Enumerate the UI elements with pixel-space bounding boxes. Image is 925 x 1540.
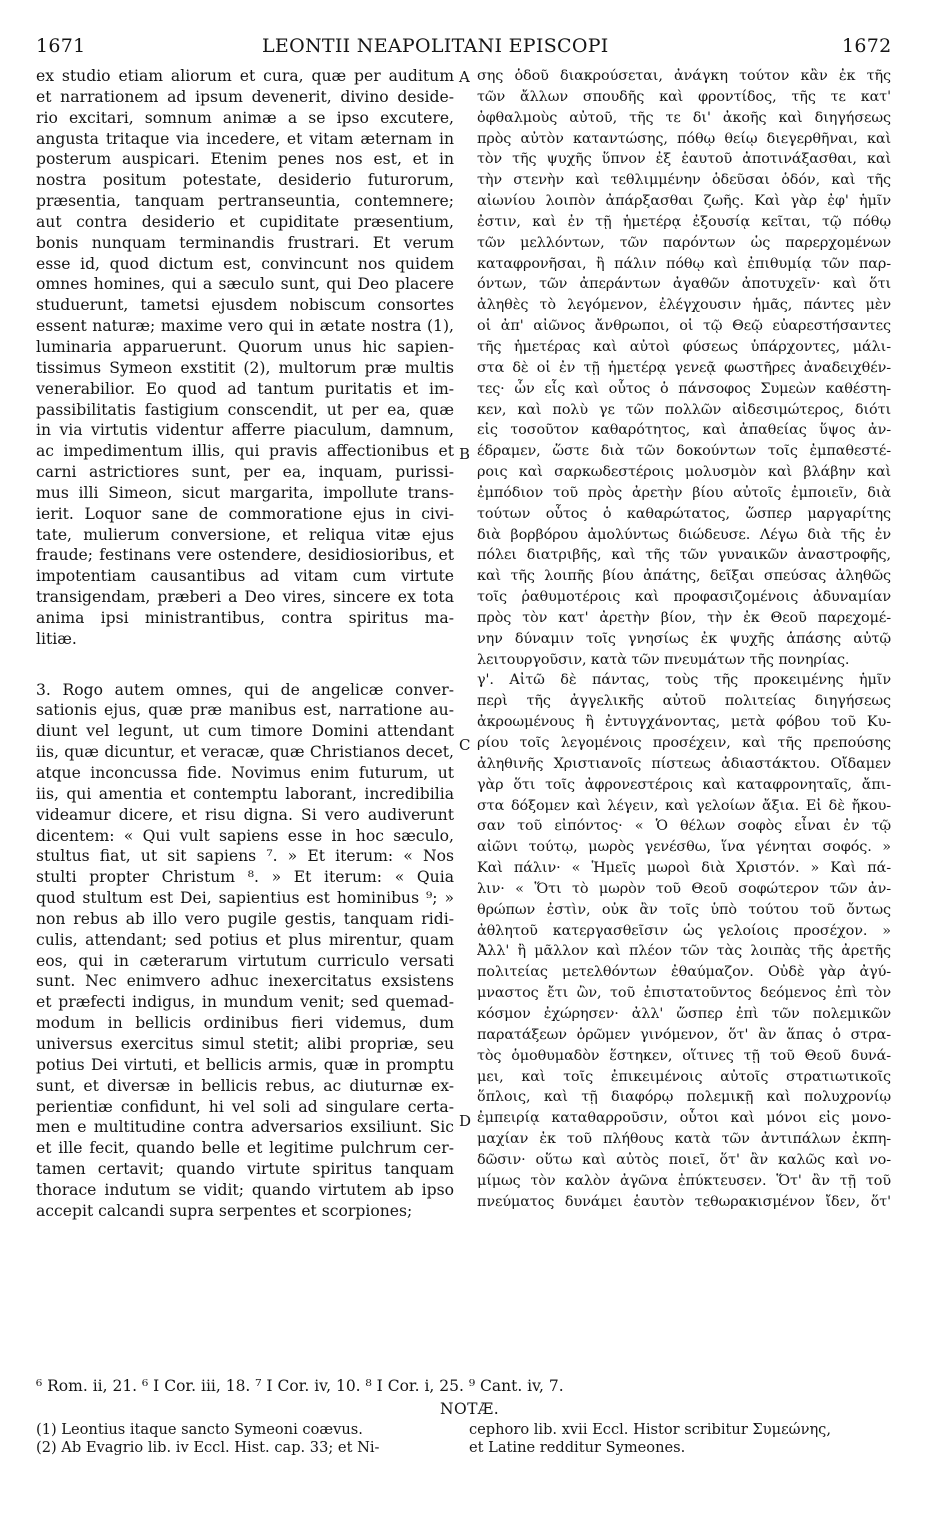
note-right-1: cephoro lib. xvii Eccl. Histor scribitur Συμεώνης, (469, 1421, 831, 1438)
greek-line: ὅπλοις, καὶ τῇ διαφόρῳ πολεμικῇ καὶ πολυχρονίῳ (477, 1089, 891, 1106)
greek-line: πρὸς τὸν κατ' ἀρετὴν βίον, τὴν ἐκ Θεοῦ παρεχομέ- (477, 609, 891, 626)
latin-line: anima ipsi ministrantibus, contra spiritus ma- (36, 608, 454, 627)
greek-line: έδραμεν, ὥστε διὰ τῶν δοκούντων τοῖς ἐμπαθεστέ- (477, 443, 891, 460)
greek-line: τῶν μελλόντων, τῶν παρόντων ὡς παρερχομένων (477, 234, 891, 251)
latin-line: tissimus Symeon exstitit (2), multorum præ multis (36, 358, 454, 377)
greek-line: στα δὲ οἱ ἐν τῇ ἡμετέρᾳ γενεᾷ φωστῆρες ἀναδειχθέν- (477, 359, 891, 376)
latin-line: esse id, quod dictum est, convincunt nos quidem (36, 254, 454, 273)
note-left-1: (1) Leontius itaque sancto Symeoni coævus. (36, 1421, 363, 1438)
greek-line: πόλει διατριβῆς, καὶ τῆς τῶν γυναικῶν ἀναστροφῆς, (477, 547, 891, 564)
latin-line: eos, qui in cæterarum virtutum curriculo versati (36, 951, 454, 970)
greek-line: μαχίαν ἐκ τοῦ πλήθους κατὰ τῶν ἀντιπάλων ἐκπη- (477, 1131, 891, 1148)
margin-letter-c: C (459, 736, 471, 754)
latin-line: men e multitudine contra adversarios exsiliunt. Sic (36, 1118, 454, 1137)
latin-line: dicentem: « Qui vult sapiens esse in hoc sæculo, (36, 826, 454, 845)
margin-letter-d: D (459, 1112, 472, 1130)
greek-line: ἀκροωμένους ἢ ἐντυγχάνοντας, μετὰ φόβου τοῦ Κυ- (477, 714, 891, 731)
greek-line: δῶσιν· οὕτω καὶ αὐτὸς ποιεῖ, ὅτ' ἂν καλῶς καὶ νο- (477, 1151, 891, 1168)
greek-line: τὸν τῆς ψυχῆς ὕπνον ἐξ ἑαυτοῦ ἀποτινάξασθαι, καὶ (477, 151, 891, 168)
latin-line: tamen certavit; quando virtute spiritus tanquam (36, 1160, 454, 1179)
greek-line: ἀθλητοῦ κατεργασθεῖσιν ὡς γελοίοις προσέχον. » (477, 922, 891, 939)
latin-line: potius Dei virtuti, et bellicis armis, quæ in promptu (36, 1055, 454, 1074)
latin-line: rio excitari, somnum animæ a se ipso excutere, (36, 108, 454, 127)
greek-line: πρὸς αὐτὸν καταντώσης, πόθῳ θείῳ διεγερθῆναι, καὶ (477, 130, 891, 147)
note-left-2: (2) Ab Evagrio lib. iv Eccl. Hist. cap. 33; et Ni- (36, 1439, 380, 1456)
latin-line: passibilitatis fastigium conscendit, ut per ea, quæ (36, 400, 454, 419)
latin-line: iis, quæ dicuntur, et veracæ, quæ Christianos decet, (36, 743, 454, 762)
greek-line: σαν τοῦ εἰπόντος· « Ὁ θέλων σοφὸς εἶναι ἐν τῷ (477, 818, 891, 835)
greek-line: αἰῶνι τούτῳ, μωρὸς γενέσθω, ἵνα γένηται σοφός. » (477, 839, 891, 856)
latin-line: atque inconcussa fide. Novimus enim futurum, ut (36, 764, 454, 782)
latin-line: non rebus ab illo vero pugile gestis, tanquam ridi- (36, 909, 454, 928)
latin-line: 3. Rogo autem omnes, qui de angelicæ conver- (36, 680, 454, 699)
greek-line: ἀληθινῆς Χριστιανοῖς πίστεως ἀδιαστάκτου. Οἴδαμεν (477, 755, 891, 772)
greek-line: κόσμον ἐχώρησεν· ἀλλ' ὥσπερ ἐπὶ τῶν πολεμικῶν (477, 1005, 891, 1022)
greek-line: στα δόξομεν καὶ λέγειν, καὶ γελοίων ἄξια. Εἰ δὲ ἤκου- (477, 797, 891, 814)
greek-line: λιν· « Ὅτι τὸ μωρὸν τοῦ Θεοῦ σοφώτερον τῶν ἀν- (477, 880, 891, 897)
greek-line: διὰ βορβόρου ἀμολύντως διώδευσε. Λέγω διὰ τῆς ἐν (477, 526, 891, 543)
latin-line: venerabilior. Eo quod ad tantum puritatis et im- (36, 379, 454, 398)
greek-line: Ἀλλ' ἢ μᾶλλον καὶ πλέον τῶν τὰς λοιπὰς τῆς ἀρετῆς (477, 943, 891, 960)
page-number-left: 1671 (36, 35, 86, 57)
greek-column (477, 66, 891, 1212)
greek-line: καταφρονῆσαι, ἢ πάλιν πόθῳ καὶ ἐπιθυμίᾳ τῶν παρ- (477, 255, 891, 272)
latin-line: stulti propter Christum ⁸. » Et iterum: « Quia (36, 868, 454, 887)
greek-line: μει, καὶ τοῖς ἐπικειμένοις αὐτοῖς στρατιωτικοῖς (477, 1068, 891, 1085)
greek-line: τὸς ὁμοθυμαδὸν ἕστηκεν, οἵτινες τῇ τοῦ Θεοῦ δυνά- (477, 1047, 891, 1064)
latin-line: in via virtutis videntur afferre piaculum, damnum, (36, 421, 454, 440)
notae-heading: NOTÆ. (440, 1400, 500, 1418)
greek-line: γ'. Αἰτῶ δὲ πάντας, τοὺς τῆς προκειμένης ἡμῖν (477, 672, 891, 689)
greek-line: ροις καὶ σαρκωδεστέροις μολυσμὸν καὶ βλάβην καὶ (477, 464, 891, 481)
greek-line: Καὶ πάλιν· « Ἡμεῖς μωροὶ διὰ Χριστόν. » Καὶ πά- (477, 860, 891, 877)
greek-line: σης ὁδοῦ διακρούσεται, ἀνάγκη τούτον κἂν ἐκ τῆς (477, 68, 891, 84)
latin-line: diunt vel legunt, ut cum timore Domini attendant (36, 722, 454, 741)
latin-line: ac impedimentum illis, qui pravis affectionibus et (36, 442, 454, 461)
latin-line: iis, qui amentia et contemptu laborant, incredibilia (36, 784, 454, 803)
page-number-right: 1672 (842, 35, 892, 57)
greek-line: νην δύναμιν τοῖς γνησίως ἐκ ψυχῆς ἁπάσης αὐτῷ (477, 630, 891, 647)
latin-line: nostra positum potestate, desiderio futurorum, (36, 171, 454, 190)
latin-line: sationis ejus, quæ præ manibus est, narratione au- (36, 701, 454, 720)
greek-line: ἀληθὲς τὸ λεγόμενον, ἐλέγχουσιν ἡμᾶς, πάντες μὲν (477, 297, 891, 314)
greek-line: λειτουργοῦσιν, κατὰ τῶν πνευμάτων τῆς πονηρίας. (477, 651, 850, 668)
greek-line: περὶ τῆς ἀγγελικῆς αὐτοῦ πολιτείας διηγήσεως (477, 693, 891, 710)
latin-line: omnes homines, qui a sæculo sunt, qui Deo placere (36, 275, 454, 294)
latin-line: ex studio etiam aliorum et cura, quæ per auditum (36, 67, 454, 85)
latin-line: impotentiam causantibus ad vitam cum virtute (36, 567, 454, 586)
latin-line: litiæ. (36, 629, 77, 648)
latin-column (36, 66, 454, 1222)
latin-line: culis, attendant; sed potius et plus mirentur, quam (36, 930, 454, 949)
greek-line: τούτων οὗτος ὁ καθαρώτατος, ὥσπερ μαργαρίτης (477, 505, 891, 522)
greek-line: ἐμπόδιον τοῦ πρὸς ἀρετὴν βίου αὐτοῖς ἐμποιεῖν, διὰ (477, 484, 891, 501)
greek-line: μίμως τὸν καλὸν ἀγῶνα ἐπύκτευσεν. Ὅτ' ἂν τῇ τοῦ (477, 1172, 891, 1189)
latin-line: et narrationem ad ipsum devenerit, divino deside- (36, 87, 454, 106)
greek-line: κεν, καὶ πολὺ γε τῶν πολλῶν αἰδεσιμώτερος, διότι (477, 401, 891, 418)
greek-line: τὴν στενὴν καὶ τεθλιμμένην ὁδεῦσαι ὁδόν, καὶ τῆς (477, 172, 891, 189)
greek-line: ρίου τοῖς λεγομένοις προσέχειν, καὶ τῆς πρεπούσης (477, 735, 891, 751)
greek-line: πνεύματος δυνάμει ἑαυτὸν τεθωρακισμένον ἴδεν, ὅτ' (477, 1193, 891, 1210)
latin-line: carni astrictiores sunt, per ea, inquam, purissi- (36, 463, 454, 482)
greek-line: ἐστιν, καὶ ἐν τῇ ἡμετέρᾳ ἐξουσίᾳ κεῖται, τῷ πόθῳ (477, 213, 891, 230)
greek-line: εἰς τοσοῦτον καθαρότητος, καὶ ἀπαθείας ὕψος ἀν- (477, 422, 891, 439)
latin-line: studuerunt, tametsi ejusdem nobiscum consortes (36, 296, 454, 315)
latin-line: accepit calcandi supra serpentes et scorpiones; (36, 1201, 413, 1220)
latin-line: essent naturæ; maxime vero qui in ætate nostra (1), (36, 317, 454, 336)
latin-line: tate, mulierum conversione, et reliqua vitæ ejus (36, 525, 454, 544)
greek-line: γὰρ ὅτι τοῖς ἀφρονεστέροις καὶ καταφρονηταῖς, ἄπι- (477, 776, 891, 793)
greek-line: τες· ὧν εἷς καὶ οὗτος ὁ πάνσοφος Συμεὼν καθέστη- (477, 380, 891, 397)
latin-line: quod stultum est Dei, sapientius est hominibus ⁹; » (36, 889, 454, 908)
running-title: LEONTII NEAPOLITANI EPISCOPI (262, 35, 609, 57)
latin-line: luminaria apparuerunt. Quorum unus hic sapien- (36, 337, 454, 356)
greek-line: οἱ ἀπ' αἰῶνος ἄνθρωποι, οἱ τῷ Θεῷ εὐαρεστήσαντες (477, 318, 891, 335)
margin-letter-a: A (459, 68, 470, 86)
latin-line: ierit. Loquor sane de commoratione ejus in civi- (36, 504, 454, 523)
paragraph-gap (36, 650, 454, 680)
latin-line: et præfecti indigus, in mundum venit; sed quemad- (36, 993, 454, 1012)
latin-line: thorace indutum se vidit; quando virtutem ab ipso (36, 1180, 454, 1199)
greek-line: θρώπων ἐστὶν, οὐκ ἂν τοῖς ὑπὸ τούτου τοῦ ὄντως (477, 901, 891, 918)
latin-line: bonis nunquam terminandis frustrari. Et verum (36, 233, 454, 252)
latin-line: perientiæ confidunt, hi vel soli ad singulare certa- (36, 1097, 454, 1116)
latin-line: universus exercitus simul stetit; alibi propriæ, seu (36, 1034, 454, 1053)
latin-line: mus illi Simeon, sicut margarita, impollute trans- (36, 483, 454, 502)
note-right-2: et Latine redditur Symeones. (469, 1439, 686, 1456)
latin-line: posterum auspicari. Etenim penes nos est, et in (36, 150, 454, 169)
latin-line: præsentia, tanquam pertranseuntia, contemnere; (36, 192, 454, 211)
latin-line: transigendam, præberi a Deo vires, sincere ex tota (36, 588, 454, 607)
margin-letter-b: B (459, 445, 471, 463)
latin-line: aut contra desiderio et cupiditate præsentium, (36, 212, 454, 231)
latin-line: stultus fiat, ut sit sapiens ⁷. » Et iterum: « Nos (36, 847, 454, 866)
latin-line: fraude; festinans vere ostendere, desidiosioribus, et (36, 546, 454, 565)
footnotes: ⁶ Rom. ii, 21. ⁶ I Cor. iii, 18. ⁷ I Cor. iv, 10. ⁸ I Cor. i, 25. ⁹ Cant. iv, 7. (36, 1377, 564, 1395)
greek-line: όντων, τῶν ἀπεράντων ἀγαθῶν ἀποτυχεῖν· καὶ ὅτι (477, 276, 891, 293)
latin-line: sunt, et diversæ in bellicis rebus, ac diuturnæ ex- (36, 1076, 454, 1095)
greek-line: τῆς ἡμετέρας καὶ αὐτοὶ φύσεως ὑπάρχοντες, μάλι- (477, 338, 891, 355)
greek-line: τῶν ἄλλων σπουδῆς καὶ φροντίδος, τῆς τε κατ' (477, 88, 891, 105)
greek-line: αἰωνίου λοιπὸν ἀπάρξασθαι ζωῆς. Καὶ γὰρ ἐφ' ἡμῖν (477, 193, 891, 210)
greek-line: μναστος ἔτι ὢν, τοῦ ἐπιστατοῦντος δεόμενος ἐπὶ τὸν (477, 985, 891, 1002)
greek-line: ἐμπειρίᾳ καταθαρροῦσιν, οὗτοι καὶ μόνοι εἰς μονο- (477, 1110, 891, 1127)
latin-line: angusta tritaque via incedere, et vitam æternam in (36, 129, 454, 148)
greek-line: τοῖς ῥαθυμοτέροις καὶ προφασιζομένοις ἀδυναμίαν (477, 589, 891, 606)
greek-line: πολιτείας μετελθόντων ἐθαύμαζον. Οὐδὲ γὰρ ἀγύ- (477, 964, 891, 981)
greek-line: καὶ τῆς λοιπῆς βίου ἀπάτης, δεῖξαι σπεύσας ἀληθῶς (477, 568, 891, 585)
greek-line: παρατάξεων ὁρῶμεν γινόμενον, ὅτ' ἂν ἅπας ὁ στρα- (477, 1026, 891, 1043)
greek-line: ὀφθαλμοὺς αὐτοῦ, τῆς τε δι' ἀκοῆς καὶ διηγήσεως (477, 109, 891, 126)
latin-line: videamur dicere, et risu digna. Si vero audiverunt (36, 805, 454, 824)
latin-line: modum in bellicis ordinibus fieri videmus, dum (36, 1014, 454, 1033)
latin-line: et ille fecit, quando belle et legitime pulchrum cer- (36, 1139, 454, 1158)
latin-line: sunt. Nec enimvero adhuc inexercitatus exsistens (36, 972, 454, 991)
